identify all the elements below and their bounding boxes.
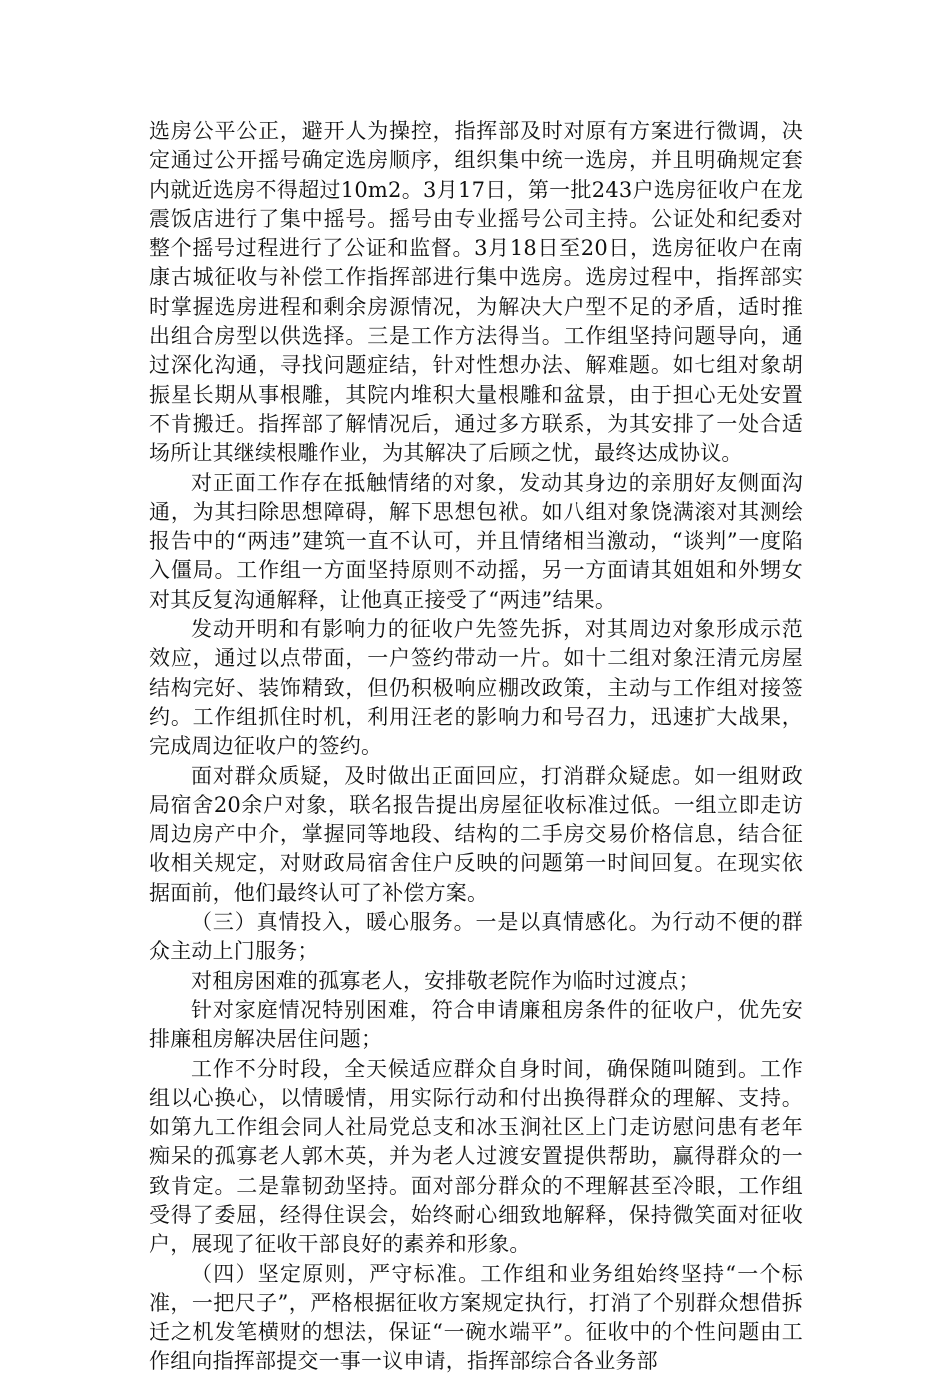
- paragraph-8: 工作不分时段，全天候适应群众自身时间，确保随叫随到。工作组以心换心，以情暖情，用实际行动和付出换得群众的理解、支持。如第九工作组会同人社局党总支和冰玉涧社区上门走访慰问患有老年痴呆的孤寡老人郭木英，并为老人过渡安置提供帮助，赢得群众的一致肯定。二是靠韧劲坚持。面对部分群众的不理解甚至冷眼，工作组受得了委屈，经得住误会，始终耐心细致地解释，保持微笑面对征收户，展现了征收干部良好的素养和形象。: [149, 1056, 803, 1257]
- paragraph-2: 对正面工作存在抵触情绪的对象，发动其身边的亲朋好友侧面沟通，为其扫除思想障碍，解下思想包袱。如八组对象饶满滚对其测绘报告中的“两违”建筑一直不认可，并且情绪相当激动，“谈判”一度陷入僵局。工作组一方面坚持原则不动摇，另一方面请其姐姐和外甥女对其反复沟通解释，让他真正接受了“两违”结果。: [149, 470, 803, 612]
- paragraph-1: 选房公平公正，避开人为操控，指挥部及时对原有方案进行微调，决定通过公开摇号确定选房顺序，组织集中统一选房，并且明确规定套内就近选房不得超过10m2。3月17日，第一批243户选房征收户在龙震饭店进行了集中摇号。摇号由专业摇号公司主持。公证处和纪委对整个摇号过程进行了公证和监督。3月18日至20日，选房征收户在南康古城征收与补偿工作指挥部进行集中选房。选房过程中，指挥部实时掌握选房进程和剩余房源情况，为解决大户型不足的矛盾，适时推出组合房型以供选择。三是工作方法得当。工作组坚持问题导向，通过深化沟通，寻找问题症结，针对性想办法、解难题。如七组对象胡振星长期从事根雕，其院内堆积大量根雕和盆景，由于担心无处安置不肯搬迁。指挥部了解情况后，通过多方联系，为其安排了一处合适场所让其继续根雕作业，为其解决了后顾之忧，最终达成协议。: [149, 119, 803, 466]
- document-page: [149, 117, 803, 1377]
- paragraph-3: 发动开明和有影响力的征收户先签先拆，对其周边对象形成示范效应，通过以点带面，一户签约带动一片。如十二组对象汪清元房屋结构完好、装饰精致，但仍积极响应棚改政策，主动与工作组对接签约。工作组抓住时机，利用汪老的影响力和号召力，迅速扩大战果，完成周边征收户的签约。: [149, 617, 803, 759]
- paragraph-6: 对租房困难的孤寡老人，安排敬老院作为临时过渡点；: [191, 968, 700, 993]
- paragraph-7: 针对家庭情况特别困难，符合申请廉租房条件的征收户，优先安排廉租房解决居住问题；: [149, 997, 803, 1052]
- section-heading-3: （三）真情投入，暖心服务。一是以真情感化。为行动不便的群众主动上门服务；: [149, 910, 803, 964]
- paragraph-4: 面对群众质疑，及时做出正面回应，打消群众疑虑。如一组财政局宿舍20余户对象，联名报告提出房屋征收标准过低。一组立即走访周边房产中介，掌握同等地段、结构的二手房交易价格信息，结合征收相关规定，对财政局宿舍住户反映的问题第一时间回复。在现实依据面前，他们最终认可了补偿方案。: [149, 763, 803, 905]
- section-heading-4: （四）坚定原则，严守标准。工作组和业务组始终坚持“一个标准，一把尺子”，严格根据征收方案规定执行，打消了个别群众想借拆迁之机发笔横财的想法，保证“一碗水端平”。征收中的个性问题由工作组向指挥部提交一事一议申请，指挥部综合各业务部: [149, 1261, 803, 1374]
